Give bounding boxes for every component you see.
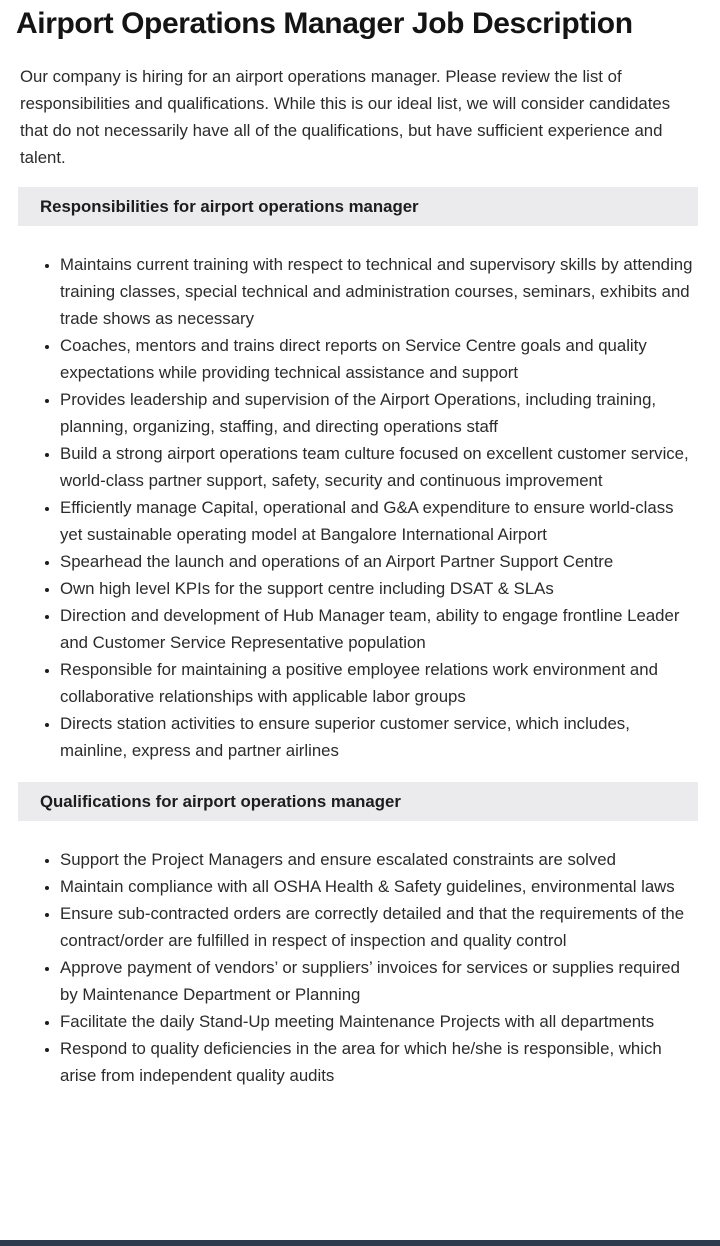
list-item: • Provides leadership and supervision of the Airport Operations, including training, planning, organizing, staffing, and directing operations staff (60, 386, 700, 440)
list-item: • Efficiently manage Capital, operational and G&A expenditure to ensure world-class yet sustainable operating model at Bangalore International Airport (60, 494, 700, 548)
list-item: • Build a strong airport operations team culture focused on excellent customer service, world-class partner support, safety, security and continuous improvement (60, 440, 700, 494)
list-item: • Approve payment of vendors’ or suppliers’ invoices for services or supplies required by Maintenance Department or Planning (60, 954, 700, 1008)
list-item: • Maintain compliance with all OSHA Health & Safety guidelines, environmental laws (60, 873, 700, 900)
list-item: • Spearhead the launch and operations of an Airport Partner Support Centre (60, 548, 700, 575)
list-item: • Maintains current training with respect to technical and supervisory skills by attending training classes, special technical and administration courses, seminars, exhibits and trade shows as necessary (60, 251, 700, 332)
list-item: • Own high level KPIs for the support centre including DSAT & SLAs (60, 575, 700, 602)
list-item: • Facilitate the daily Stand-Up meeting Maintenance Projects with all departments (60, 1008, 700, 1035)
footer-bar (0, 1240, 720, 1246)
section-heading-responsibilities: Responsibilities for airport operations manager (18, 187, 698, 226)
list-item: • Coaches, mentors and trains direct reports on Service Centre goals and quality expectations while providing technical assistance and support (60, 332, 700, 386)
list-item: • Ensure sub-contracted orders are correctly detailed and that the requirements of the contract/order are fulfilled in respect of inspection and quality control (60, 900, 700, 954)
list-item: • Responsible for maintaining a positive employee relations work environment and collaborative relationships with applicable labor groups (60, 656, 700, 710)
list-item: • Direction and development of Hub Manager team, ability to engage frontline Leader and Customer Service Representative population (60, 602, 700, 656)
qualifications-list (0, 846, 700, 1089)
page-title: Airport Operations Manager Job Description (16, 7, 633, 40)
list-item: • Directs station activities to ensure superior customer service, which includes, mainline, express and partner airlines (60, 710, 700, 764)
section-heading-qualifications: Qualifications for airport operations manager (18, 782, 698, 821)
intro-paragraph: Our company is hiring for an airport operations manager. Please review the list of responsibilities and qualifications. While this is our ideal list, we will consider candidates that do not necessarily have all of the qualifications, but have sufficient experience and talent. (20, 67, 671, 167)
list-item: • Support the Project Managers and ensure escalated constraints are solved (60, 846, 700, 873)
list-item: • Respond to quality deficiencies in the area for which he/she is responsible, which arise from independent quality audits (60, 1035, 700, 1089)
responsibilities-list (0, 251, 700, 764)
